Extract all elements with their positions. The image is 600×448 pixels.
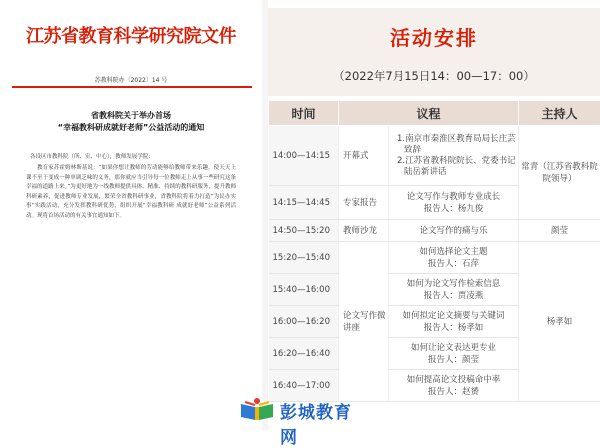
row-agenda	[389, 306, 519, 338]
schedule-subtitle: （2022年7月15日14：00—17：00）	[268, 68, 600, 84]
book-icon	[238, 396, 276, 422]
row-type: 开幕式	[339, 126, 389, 186]
schedule-table	[268, 100, 600, 402]
row-time: 16:00—16:20	[269, 306, 339, 338]
agenda-speaker: 报告人：石萍	[391, 258, 516, 270]
row-time: 15:20—15:40	[269, 242, 339, 274]
table-row	[269, 126, 600, 186]
row-time: 14:00—14:15	[269, 126, 339, 186]
official-document	[0, 0, 262, 430]
host-opening: 常青（江苏省教科院院领导）	[519, 126, 600, 220]
agenda-topic: 如何让论文表达更专业	[391, 342, 516, 354]
row-time: 16:40—17:00	[269, 370, 339, 402]
document-body: 教育家苏霍姆林斯基说：“如果你想让教师的劳动能够给教师带来乐趣，使天天上课不至于变成一种单调乏味的义务，那你就应当引导每一位教师走上从事一些研究这条幸福的道路上来。”为更好地为一线教师提供具体、精准、持续的教科研服务，提升教师科研素养，促进教师专业发展，繁荣全省教科研事业，省教科院将着力打造“为民办实事”实践活动，充分发挥教科研优势，组织开展“幸福教科研 成就好老师”公益系列活动。现将首场活动的有关事宜通知如下。	[26, 164, 236, 222]
row-agenda	[389, 274, 519, 306]
agenda-speaker: 报告人：贾凌燕	[391, 290, 516, 302]
row-time: 14:15—14:45	[269, 186, 339, 220]
row-type-workshop: 论文写作微讲座	[339, 242, 389, 402]
row-agenda	[389, 186, 519, 220]
agenda-item: 2.江苏省教科院院长、党委书记陆岳新讲话	[397, 156, 516, 178]
table-row	[269, 242, 600, 274]
row-agenda	[389, 126, 519, 186]
row-time: 15:40—16:00	[269, 274, 339, 306]
header-host: 主持人	[519, 101, 600, 126]
row-type: 教师沙龙	[339, 220, 389, 242]
agenda-item: 1.南京市秦淮区教育局局长庄芸致辞	[397, 134, 516, 156]
host-workshop: 杨孝如	[519, 242, 600, 402]
document-title-line1: 省教科院关于举办首场	[0, 110, 262, 121]
header-time: 时间	[269, 101, 339, 126]
header-agenda: 议程	[339, 101, 519, 126]
agenda-topic: 如何为论文写作检索信息	[391, 278, 516, 290]
agenda-speaker: 报告人：颜莹	[391, 354, 516, 366]
row-time: 14:50—15:20	[269, 220, 339, 242]
document-number: 苏教科院办〔2022〕14 号	[0, 75, 262, 84]
row-agenda: 论文写作的痛与乐	[389, 220, 519, 242]
agenda-speaker: 报告人：杨孝如	[391, 322, 516, 334]
watermark-text: 彭城教育网	[280, 398, 368, 448]
agenda-speaker: 报告人：赵赟	[391, 386, 516, 398]
row-time: 16:20—16:40	[269, 338, 339, 370]
row-agenda	[389, 370, 519, 402]
row-type: 专家报告	[339, 186, 389, 220]
agenda-topic: 如何拟定论文摘要与关键词	[391, 310, 516, 322]
document-title-line2: “幸福教科研成就好老师”公益活动的通知	[0, 122, 262, 133]
agenda-speaker: 报告人：杨九俊	[391, 203, 516, 215]
document-greeting: 各设区市教科院（所、室、中心），教师发展学院：	[30, 152, 154, 160]
watermark-logo	[238, 396, 368, 422]
row-agenda	[389, 242, 519, 274]
agenda-topic: 如何提高论文投稿命中率	[391, 374, 516, 386]
document-header: 江苏省教育科学研究院文件	[0, 22, 262, 48]
host-salon: 颜莹	[519, 220, 600, 242]
table-header-row	[269, 101, 600, 126]
table-row	[269, 220, 600, 242]
agenda-topic: 如何选择论文主题	[391, 246, 516, 258]
row-agenda	[389, 338, 519, 370]
red-divider	[12, 86, 252, 88]
agenda-topic: 论文写作与教师专业成长	[391, 191, 516, 203]
schedule-title: 活动安排	[268, 22, 600, 51]
schedule-panel	[268, 0, 600, 430]
